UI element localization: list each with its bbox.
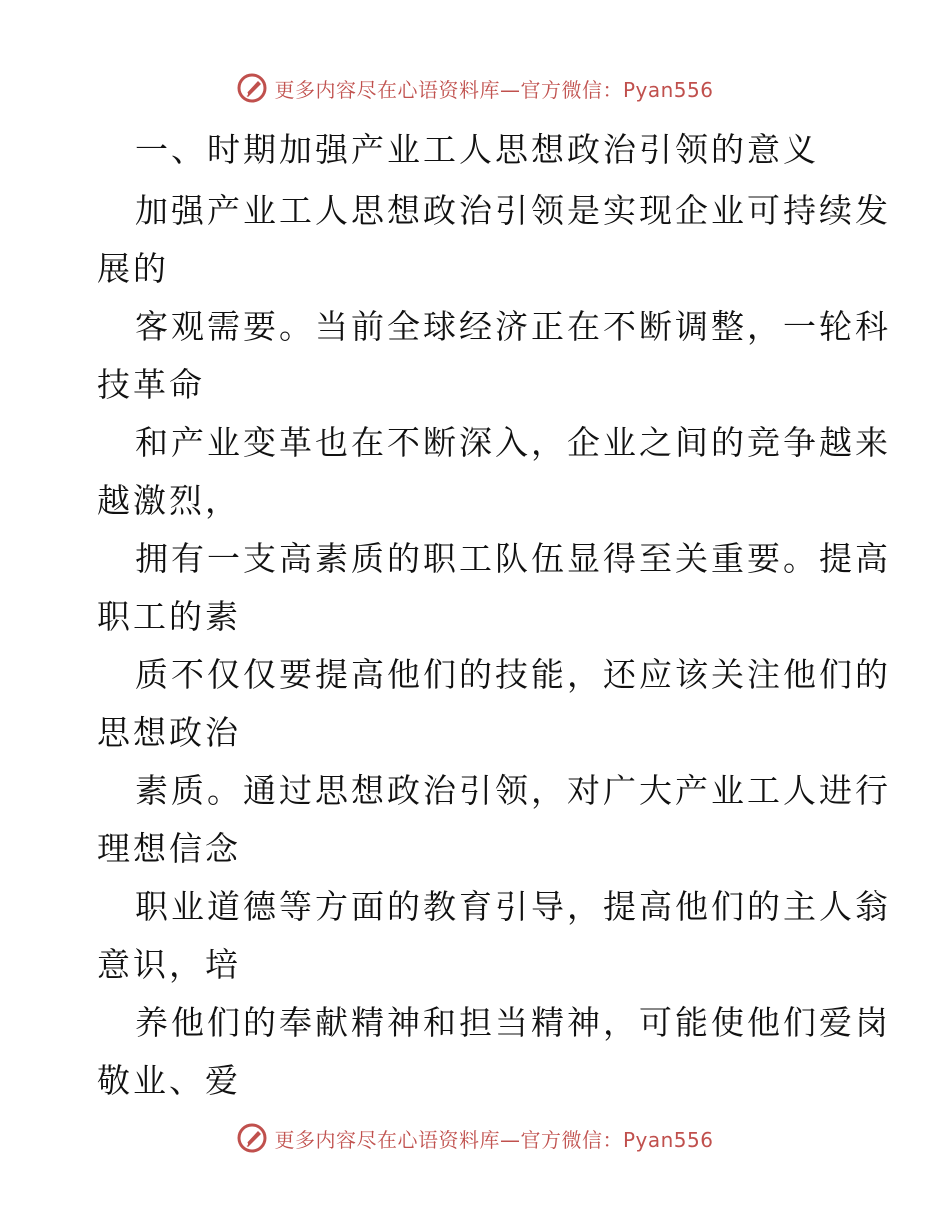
section-heading: 一、时期加强产业工人思想政治引领的意义 bbox=[135, 130, 819, 169]
paragraph-line: 展的 bbox=[97, 249, 169, 288]
paragraph-line: 素质。通过思想政治引领，对广大产业工人进行 bbox=[135, 771, 891, 810]
paragraph-line: 思想政治 bbox=[97, 713, 241, 752]
paragraph-line: 质不仅仅要提高他们的技能，还应该关注他们的 bbox=[135, 655, 891, 694]
watermark-text: 更多内容尽在心语资料库—官方微信：Pyan556 bbox=[274, 1127, 714, 1152]
paragraph-line: 客观需要。当前全球经济正在不断调整，一轮科 bbox=[135, 307, 891, 346]
paragraph bbox=[97, 298, 891, 414]
paragraph bbox=[97, 994, 891, 1110]
paragraph-line: 意识，培 bbox=[97, 945, 241, 984]
paragraph bbox=[97, 414, 891, 530]
paragraph bbox=[97, 762, 891, 878]
paragraph-line: 技革命 bbox=[97, 365, 205, 404]
paragraph-line: 越激烈， bbox=[97, 481, 241, 520]
header-watermark bbox=[0, 72, 950, 104]
paragraph-line: 理想信念 bbox=[97, 829, 241, 868]
paragraph bbox=[97, 182, 891, 298]
pen-seal-icon bbox=[236, 72, 268, 104]
paragraph-line: 加强产业工人思想政治引领是实现企业可持续发 bbox=[135, 191, 891, 230]
document-body bbox=[97, 124, 891, 1110]
paragraph bbox=[97, 878, 891, 994]
paragraph bbox=[97, 646, 891, 762]
paragraph-line: 拥有一支高素质的职工队伍显得至关重要。提高 bbox=[135, 539, 891, 578]
watermark-text: 更多内容尽在心语资料库—官方微信：Pyan556 bbox=[274, 77, 714, 102]
footer-watermark bbox=[0, 1122, 950, 1154]
paragraph-line: 养他们的奉献精神和担当精神，可能使他们爱岗 bbox=[135, 1003, 891, 1042]
paragraph-line: 和产业变革也在不断深入，企业之间的竞争越来 bbox=[135, 423, 891, 462]
paragraph bbox=[97, 530, 891, 646]
paragraph-line: 职业道德等方面的教育引导，提高他们的主人翁 bbox=[135, 887, 891, 926]
pen-seal-icon bbox=[236, 1122, 268, 1154]
paragraph-line: 职工的素 bbox=[97, 597, 241, 636]
paragraph-line: 敬业、爱 bbox=[97, 1061, 241, 1100]
